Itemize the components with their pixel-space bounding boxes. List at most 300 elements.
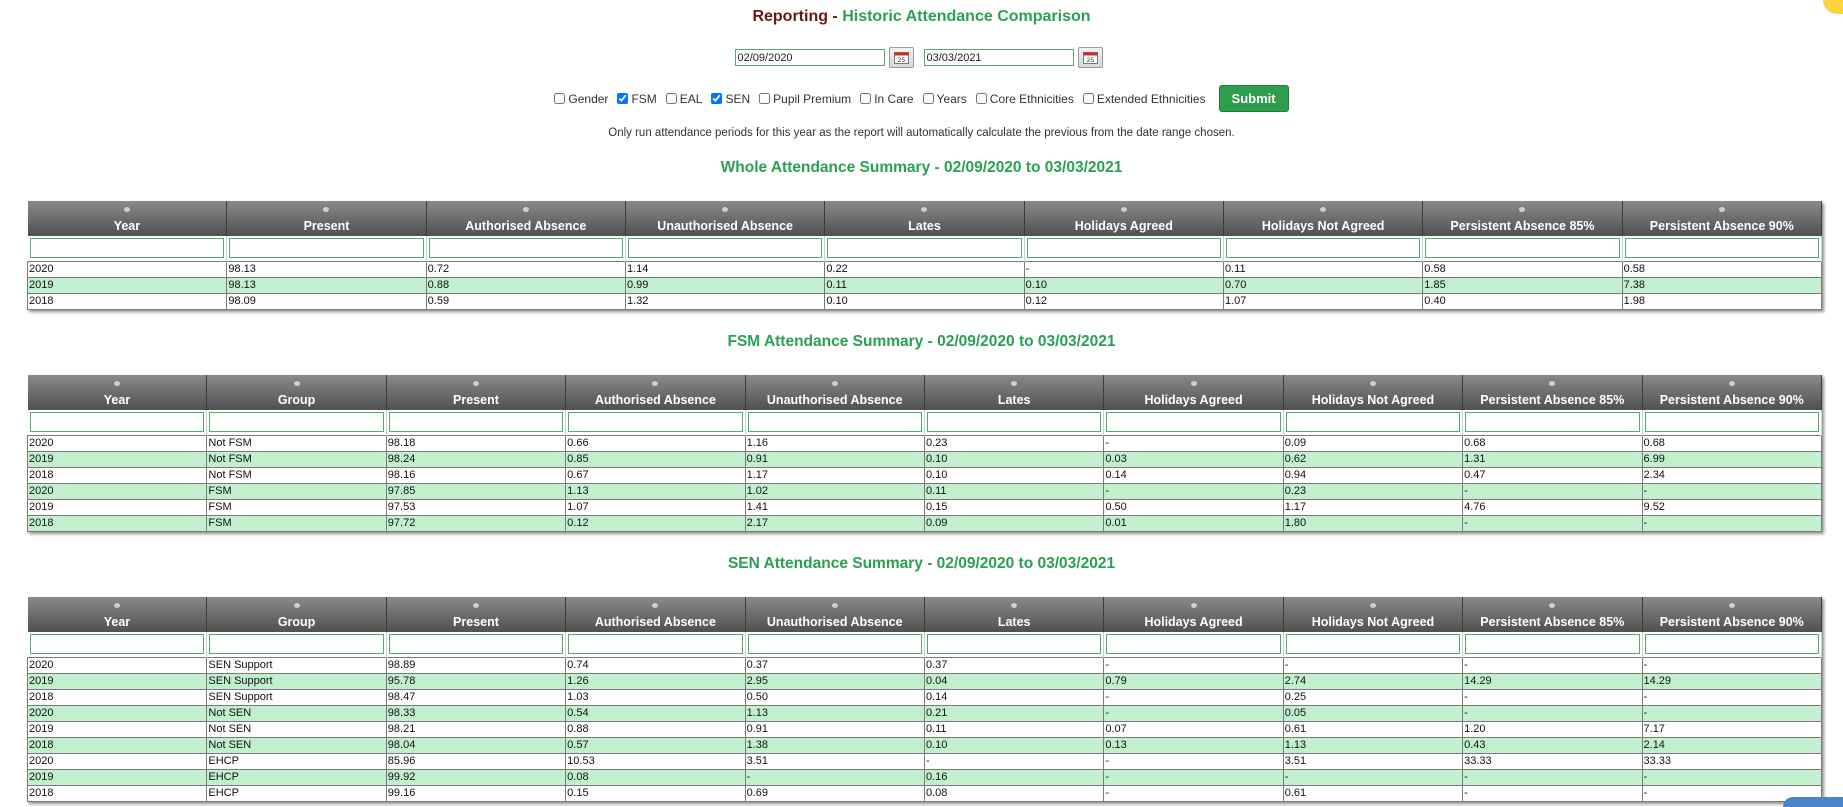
table-cell: 2019 [28, 451, 207, 467]
column-header[interactable] [1622, 201, 1821, 236]
filter-cell [1423, 236, 1622, 261]
column-header[interactable] [1104, 597, 1283, 632]
table-cell: 0.68 [1463, 435, 1642, 451]
column-header[interactable] [1463, 597, 1642, 632]
column-header[interactable] [625, 201, 824, 236]
option-fsm[interactable] [617, 92, 656, 106]
table-cell: 33.33 [1642, 753, 1821, 769]
column-header[interactable] [745, 597, 924, 632]
table-cell: 0.59 [426, 293, 625, 309]
column-header[interactable] [28, 201, 227, 236]
column-header[interactable] [1463, 375, 1642, 410]
column-header-label: Present [303, 219, 350, 233]
table-cell: 2019 [28, 499, 207, 515]
table-cell: 0.22 [825, 261, 1024, 277]
sort-icon[interactable] [123, 206, 131, 213]
column-header-label: Authorised Absence [594, 393, 716, 407]
column-filter-input[interactable] [389, 412, 563, 432]
table-cell: 99.92 [386, 769, 565, 785]
table-row[interactable] [28, 753, 1822, 769]
column-header[interactable] [924, 597, 1103, 632]
table-cell: - [1024, 261, 1223, 277]
table-cell: 0.57 [566, 737, 745, 753]
table-cell: 1.13 [566, 483, 745, 499]
date-range [0, 47, 1843, 68]
end-date-input[interactable] [924, 49, 1074, 66]
sort-icon[interactable] [1369, 602, 1377, 609]
table-cell: - [1104, 785, 1283, 801]
column-filter-input[interactable] [1425, 238, 1619, 258]
option-years[interactable] [923, 92, 967, 106]
sen-summary-table [27, 597, 1822, 802]
table-cell: 1.17 [745, 467, 924, 483]
table-cell: 0.01 [1104, 515, 1283, 531]
table-cell: 0.15 [566, 785, 745, 801]
table-cell: 0.23 [924, 435, 1103, 451]
option-label: FSM [631, 91, 657, 106]
title-prefix: Reporting [752, 8, 828, 25]
sort-icon[interactable] [1120, 206, 1128, 213]
table-cell: FSM [207, 515, 386, 531]
sort-icon[interactable] [1319, 206, 1327, 213]
column-filter-input[interactable] [209, 412, 383, 432]
column-header-label: Persistent Absence 85% [1450, 219, 1595, 233]
sort-icon[interactable] [293, 602, 301, 609]
corner-decoration [1783, 797, 1843, 807]
table-cell: - [1463, 769, 1642, 785]
column-header[interactable] [1642, 375, 1821, 410]
sort-icon[interactable] [113, 380, 121, 387]
table-cell: 0.43 [1463, 737, 1642, 753]
table-cell: 1.98 [1622, 293, 1821, 309]
table-cell: 97.72 [386, 515, 565, 531]
fsm-summary-table [27, 375, 1822, 532]
sort-icon[interactable] [831, 602, 839, 609]
column-filter-input[interactable] [389, 634, 563, 654]
table-cell: 2.74 [1283, 673, 1462, 689]
filter-cell [386, 410, 565, 435]
column-filter-input[interactable] [568, 412, 742, 432]
table-cell: 0.74 [566, 657, 745, 673]
table-cell: FSM [207, 483, 386, 499]
column-filter-input[interactable] [209, 634, 383, 654]
table-cell: 0.50 [745, 689, 924, 705]
column-header[interactable] [386, 375, 565, 410]
column-filter-input[interactable] [628, 238, 822, 258]
sort-icon[interactable] [651, 602, 659, 609]
column-header-label: Present [453, 393, 499, 407]
column-header[interactable] [745, 375, 924, 410]
column-header[interactable] [1423, 201, 1622, 236]
core-ethnicities-checkbox[interactable] [976, 93, 987, 104]
column-header[interactable] [566, 375, 745, 410]
table-cell: 3.51 [1283, 753, 1462, 769]
table-cell: 0.12 [1024, 293, 1223, 309]
column-header-label: Holidays Not Agreed [1311, 615, 1435, 629]
table-cell: 1.13 [1283, 737, 1462, 753]
table-cell: 0.79 [1104, 673, 1283, 689]
column-filter-input[interactable] [30, 238, 225, 258]
column-header[interactable] [426, 201, 625, 236]
table-row[interactable] [28, 673, 1822, 689]
column-header[interactable] [1223, 201, 1422, 236]
filter-cell [924, 632, 1103, 657]
table-cell: 98.13 [227, 277, 426, 293]
option-label: Years [936, 91, 967, 106]
table-cell: 2019 [28, 721, 207, 737]
column-header[interactable] [207, 375, 386, 410]
table-cell: 0.11 [924, 721, 1103, 737]
table-cell: 0.10 [924, 737, 1103, 753]
table-cell: 0.07 [1104, 721, 1283, 737]
table-cell: 7.17 [1642, 721, 1821, 737]
table-cell: - [1642, 769, 1821, 785]
table-row[interactable] [28, 261, 1822, 277]
table-cell: 7.38 [1622, 277, 1821, 293]
start-date-calendar-button[interactable] [889, 47, 914, 68]
option-eal[interactable] [666, 92, 703, 106]
column-header-label: Persistent Absence 90% [1649, 219, 1794, 233]
column-header[interactable] [227, 201, 426, 236]
table-row[interactable] [28, 785, 1822, 801]
option-pupil-premium[interactable] [759, 92, 851, 106]
table-cell: - [924, 753, 1103, 769]
table-cell: 0.09 [924, 515, 1103, 531]
filter-cell [1104, 410, 1283, 435]
table-cell: EHCP [207, 769, 386, 785]
gender-checkbox[interactable] [554, 93, 565, 104]
table-row[interactable] [28, 657, 1822, 673]
filter-cell [745, 632, 924, 657]
table-cell: 0.62 [1283, 451, 1462, 467]
column-header[interactable] [1642, 597, 1821, 632]
table-cell: 0.10 [825, 293, 1024, 309]
table-cell: 0.88 [566, 721, 745, 737]
table-cell: - [1463, 657, 1642, 673]
table-cell: 0.70 [1223, 277, 1422, 293]
extended-ethnicities-checkbox[interactable] [1083, 93, 1094, 104]
column-filter-input[interactable] [1625, 238, 1819, 258]
sort-icon[interactable] [293, 380, 301, 387]
option-label: Gender [568, 91, 609, 106]
filter-cell [227, 236, 426, 261]
table-cell: - [1104, 769, 1283, 785]
column-filter-input[interactable] [1465, 412, 1639, 432]
table-cell: FSM [207, 499, 386, 515]
table-cell: 0.14 [924, 689, 1103, 705]
column-header[interactable] [566, 597, 745, 632]
table-cell: 0.08 [566, 769, 745, 785]
header-row [28, 597, 1822, 632]
filter-cell [745, 410, 924, 435]
table-cell: 0.72 [426, 261, 625, 277]
table-cell: 1.13 [745, 705, 924, 721]
table-cell: 98.09 [227, 293, 426, 309]
column-filter-input[interactable] [1027, 238, 1221, 258]
table-cell: 98.13 [227, 261, 426, 277]
svg-text:25: 25 [1086, 57, 1094, 64]
table-cell: 0.21 [924, 705, 1103, 721]
column-filter-input[interactable] [429, 238, 623, 258]
table-row[interactable] [28, 769, 1822, 785]
table-cell: 0.91 [745, 451, 924, 467]
table-cell: 0.61 [1283, 785, 1462, 801]
column-filter-input[interactable] [927, 634, 1101, 654]
table-cell: 0.16 [924, 769, 1103, 785]
filter-cell [1024, 236, 1223, 261]
eal-checkbox[interactable] [666, 93, 677, 104]
table-cell: 0.58 [1622, 261, 1821, 277]
column-header-label: Authorised Absence [465, 219, 587, 233]
end-date-calendar-button[interactable] [1078, 47, 1103, 68]
filter-row [28, 410, 1822, 435]
table-row[interactable] [28, 515, 1822, 531]
table-cell: 1.41 [745, 499, 924, 515]
filter-cell [426, 236, 625, 261]
sort-icon[interactable] [1548, 602, 1556, 609]
table-cell: - [1642, 689, 1821, 705]
table-cell: 2020 [28, 261, 227, 277]
column-filter-input[interactable] [1645, 634, 1819, 654]
table-cell: 1.07 [566, 499, 745, 515]
table-cell: 1.26 [566, 673, 745, 689]
table-cell: 14.29 [1463, 673, 1642, 689]
table-cell: - [1104, 435, 1283, 451]
option-label: In Care [874, 91, 914, 106]
table-row[interactable] [28, 483, 1822, 499]
table-cell: 4.76 [1463, 499, 1642, 515]
column-header-label: Persistent Absence 90% [1659, 393, 1804, 407]
table-cell: 2.14 [1642, 737, 1821, 753]
table-cell: - [1283, 769, 1462, 785]
column-header-label: Year [103, 615, 131, 629]
column-header-label: Holidays Not Agreed [1261, 219, 1385, 233]
column-filter-input[interactable] [827, 238, 1021, 258]
table-cell: 33.33 [1463, 753, 1642, 769]
submit-button[interactable]: Submit [1219, 85, 1289, 112]
sen-summary-title: SEN Attendance Summary - 02/09/2020 to 03/03/2021 [727, 555, 1116, 572]
table-cell: 0.11 [924, 483, 1103, 499]
table-cell: 0.15 [924, 499, 1103, 515]
option-label: SEN [725, 91, 751, 106]
filter-cell [566, 632, 745, 657]
table-cell: SEN Support [207, 657, 386, 673]
table-cell: 1.02 [745, 483, 924, 499]
table-cell: 2019 [28, 673, 207, 689]
table-cell: 98.89 [386, 657, 565, 673]
table-row[interactable] [28, 451, 1822, 467]
table-cell: 2019 [28, 769, 207, 785]
table-cell: 0.61 [1283, 721, 1462, 737]
table-row[interactable] [28, 721, 1822, 737]
table-cell: 0.69 [745, 785, 924, 801]
table-cell: SEN Support [207, 673, 386, 689]
sort-icon[interactable] [651, 380, 659, 387]
column-filter-input[interactable] [1645, 412, 1819, 432]
table-cell: 2019 [28, 277, 227, 293]
table-cell: 1.17 [1283, 499, 1462, 515]
header-row [28, 375, 1822, 410]
column-filter-input[interactable] [1465, 634, 1639, 654]
sort-icon[interactable] [1010, 602, 1018, 609]
column-header-label: Lates [997, 615, 1031, 629]
calendar-icon [1083, 51, 1098, 64]
table-cell: 0.12 [566, 515, 745, 531]
sort-icon[interactable] [920, 206, 928, 213]
table-cell: 0.10 [924, 467, 1103, 483]
table-cell: 1.20 [1463, 721, 1642, 737]
svg-text:25: 25 [897, 57, 905, 64]
table-row[interactable] [28, 737, 1822, 753]
column-header-label: Year [113, 219, 141, 233]
column-filter-input[interactable] [1286, 634, 1460, 654]
sort-icon[interactable] [1190, 602, 1198, 609]
table-cell: 99.16 [386, 785, 565, 801]
sort-icon[interactable] [522, 206, 530, 213]
option-label: EAL [679, 91, 703, 106]
table-row[interactable] [28, 467, 1822, 483]
column-header-label: Unauthorised Absence [657, 219, 793, 233]
table-cell: 0.23 [1283, 483, 1462, 499]
table-cell: 3.51 [745, 753, 924, 769]
table-cell: 1.03 [566, 689, 745, 705]
table-row[interactable] [28, 293, 1822, 309]
option-label: Extended Ethnicities [1096, 91, 1206, 106]
table-cell: - [1463, 515, 1642, 531]
sort-icon[interactable] [322, 206, 330, 213]
column-header[interactable] [1283, 375, 1462, 410]
sort-icon[interactable] [1190, 380, 1198, 387]
column-filter-input[interactable] [568, 634, 742, 654]
table-cell: Not FSM [207, 435, 386, 451]
column-header[interactable] [825, 201, 1024, 236]
column-header-label: Authorised Absence [594, 615, 716, 629]
column-header-label: Present [453, 615, 499, 629]
sen-checkbox[interactable] [711, 93, 722, 104]
column-filter-input[interactable] [30, 412, 205, 432]
column-header-label: Persistent Absence 90% [1659, 615, 1804, 629]
table-cell: 0.99 [625, 277, 824, 293]
in-care-checkbox[interactable] [860, 93, 871, 104]
sort-icon[interactable] [1728, 380, 1736, 387]
table-cell: - [745, 769, 924, 785]
column-header[interactable] [1104, 375, 1283, 410]
column-filter-input[interactable] [748, 412, 922, 432]
sort-icon[interactable] [1369, 380, 1377, 387]
column-header[interactable] [28, 597, 207, 632]
pupil-premium-checkbox[interactable] [759, 93, 770, 104]
table-cell: 2018 [28, 293, 227, 309]
table-cell: Not SEN [207, 737, 386, 753]
table-cell: 0.40 [1423, 293, 1622, 309]
column-header[interactable] [924, 375, 1103, 410]
table-cell: 0.68 [1642, 435, 1821, 451]
whole-summary-table [27, 201, 1822, 310]
option-core-ethnicities[interactable] [976, 92, 1074, 106]
table-row[interactable] [28, 435, 1822, 451]
column-header[interactable] [386, 597, 565, 632]
sort-icon[interactable] [472, 602, 480, 609]
filter-cell [924, 410, 1103, 435]
sort-icon[interactable] [472, 380, 480, 387]
column-header-label: Group [277, 393, 316, 407]
column-header-label: Year [103, 393, 131, 407]
sort-icon[interactable] [1548, 380, 1556, 387]
column-filter-input[interactable] [1286, 412, 1460, 432]
table-cell: 0.05 [1283, 705, 1462, 721]
option-in-care[interactable] [860, 92, 913, 106]
sort-icon[interactable] [831, 380, 839, 387]
table-cell: 1.80 [1283, 515, 1462, 531]
table-cell: 98.33 [386, 705, 565, 721]
filter-cell [386, 632, 565, 657]
column-filter-input[interactable] [927, 412, 1101, 432]
option-sen[interactable] [711, 92, 750, 106]
sort-icon[interactable] [1010, 380, 1018, 387]
column-header[interactable] [1283, 597, 1462, 632]
filter-row [28, 632, 1822, 657]
column-header-label: Unauthorised Absence [766, 615, 903, 629]
sort-icon[interactable] [721, 206, 729, 213]
table-cell: 98.47 [386, 689, 565, 705]
column-header[interactable] [1024, 201, 1223, 236]
table-cell: 0.50 [1104, 499, 1283, 515]
table-row[interactable] [28, 689, 1822, 705]
column-filter-input[interactable] [1106, 412, 1280, 432]
years-checkbox[interactable] [923, 93, 934, 104]
column-header[interactable] [207, 597, 386, 632]
page-title [0, 8, 1843, 26]
table-cell: 2018 [28, 689, 207, 705]
table-row[interactable] [28, 705, 1822, 721]
sort-icon[interactable] [1718, 206, 1726, 213]
table-cell: 98.04 [386, 737, 565, 753]
column-filter-input[interactable] [1226, 238, 1420, 258]
table-cell: 1.38 [745, 737, 924, 753]
column-filter-input[interactable] [229, 238, 423, 258]
table-cell: Not FSM [207, 451, 386, 467]
filter-cell [1223, 236, 1422, 261]
calendar-icon [894, 51, 909, 64]
table-cell: 0.54 [566, 705, 745, 721]
option-gender[interactable] [554, 92, 608, 106]
table-cell: 0.37 [924, 657, 1103, 673]
table-cell: 0.11 [1223, 261, 1422, 277]
column-header[interactable] [28, 375, 207, 410]
table-cell: 0.09 [1283, 435, 1462, 451]
table-cell: 98.18 [386, 435, 565, 451]
sort-icon[interactable] [1728, 602, 1736, 609]
sort-icon[interactable] [1518, 206, 1526, 213]
option-extended-ethnicities[interactable] [1083, 92, 1206, 106]
fsm-checkbox[interactable] [617, 93, 628, 104]
table-cell: - [1283, 657, 1462, 673]
table-cell: 2.17 [745, 515, 924, 531]
column-filter-input[interactable] [30, 634, 205, 654]
start-date-input[interactable] [735, 49, 885, 66]
column-filter-input[interactable] [748, 634, 922, 654]
table-cell: 0.85 [566, 451, 745, 467]
sort-icon[interactable] [113, 602, 121, 609]
header-row [28, 201, 1822, 236]
table-row[interactable] [28, 277, 1822, 293]
column-header-label: Lates [908, 219, 941, 233]
table-row[interactable] [28, 499, 1822, 515]
table-cell: 2018 [28, 515, 207, 531]
column-filter-input[interactable] [1106, 634, 1280, 654]
table-cell: 1.85 [1423, 277, 1622, 293]
table-cell: 0.91 [745, 721, 924, 737]
